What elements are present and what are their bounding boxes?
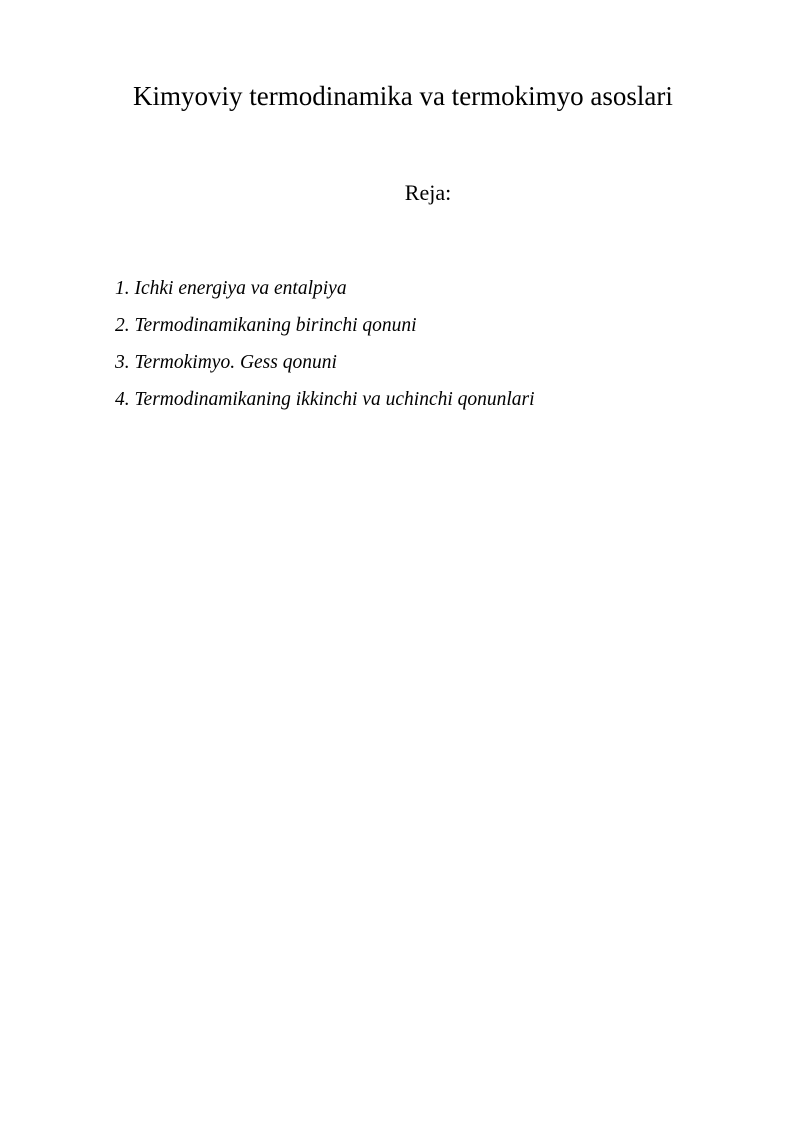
plan-item: 1. Ichki energiya va entalpiya — [115, 278, 347, 299]
plan-item: 2. Termodinamikaning birinchi qonuni — [115, 315, 417, 336]
plan-list — [115, 270, 535, 418]
plan-item: 3. Termokimyo. Gess qonuni — [115, 352, 337, 373]
plan-heading: Reja: — [404, 180, 452, 205]
plan-item: 4. Termodinamikaning ikkinchi va uchinchi qonunlari — [115, 389, 535, 410]
document-title: Kimyoviy termodinamika va termokimyo asoslari — [133, 81, 673, 111]
